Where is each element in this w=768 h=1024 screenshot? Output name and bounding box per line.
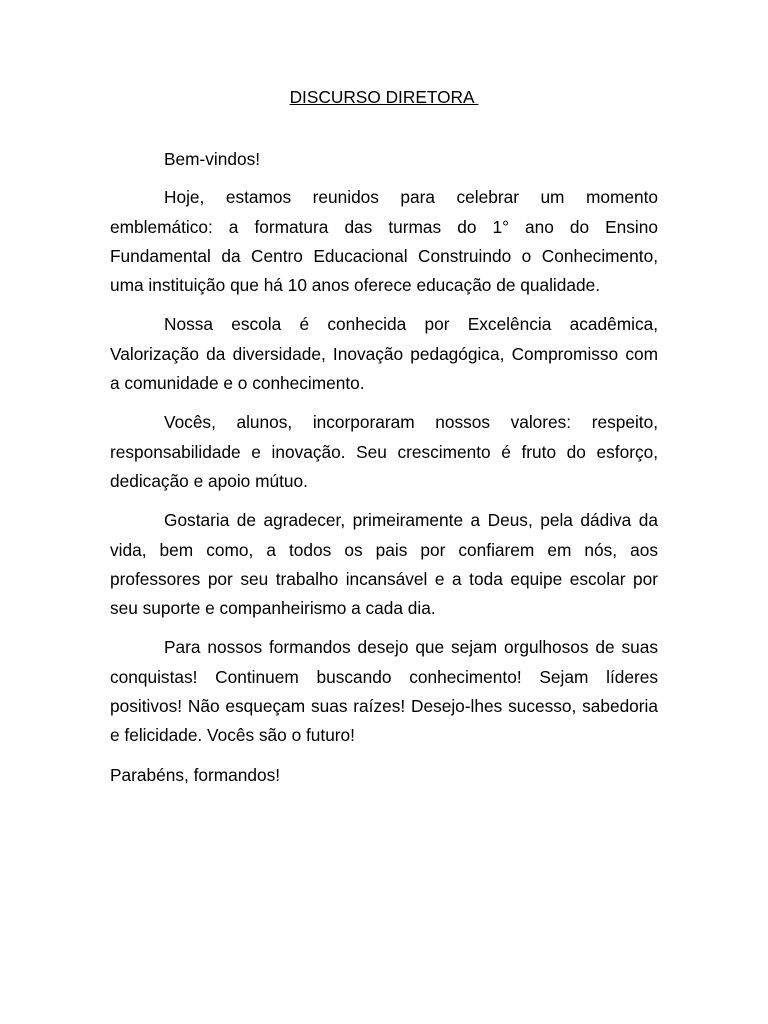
body-paragraph-welcome: Hoje, estamos reunidos para celebrar um momento emblemático: a formatura das turmas do 1° ano do Ensino Fundamental da Centro Educacional Construindo o Conhecimento, uma instituição que há 10 anos oferece educação de qualidade. — [110, 187, 658, 296]
body-paragraph-school: Nossa escola é conhecida por Excelência acadêmica, Valorização da diversidade, Inovação pedagógica, Compromisso com a comunidade e o conhecimento. — [110, 314, 658, 394]
greeting-paragraph: Bem-vindos! — [164, 149, 261, 169]
body-paragraph-values: Vocês, alunos, incorporaram nossos valores: respeito, responsabilidade e inovação. Seu crescimento é fruto do esforço, dedicação e apoio mútuo. — [110, 412, 658, 491]
document-body — [110, 145, 658, 800]
document-title-text: DISCURSO DIRETORA — [289, 87, 479, 107]
body-paragraph-wishes: Para nossos formandos desejo que sejam orgulhosos de suas conquistas! Continuem buscando conhecimento! Sejam líderes positivos! Não esqueçam suas raízes! Desejo-lhes sucesso, sabedoria e felicidade. Vocês são o futuro! — [110, 637, 658, 746]
body-paragraph-thanks: Gostaria de agradecer, primeiramente a Deus, pela dádiva da vida, bem como, a todos os pais por confiarem em nós, aos professores por seu trabalho incansável e a toda equipe escolar por seu suporte e companheirismo a cada dia. — [110, 510, 658, 619]
document-title — [0, 86, 768, 108]
closing-paragraph: Parabéns, formandos! — [110, 764, 281, 785]
